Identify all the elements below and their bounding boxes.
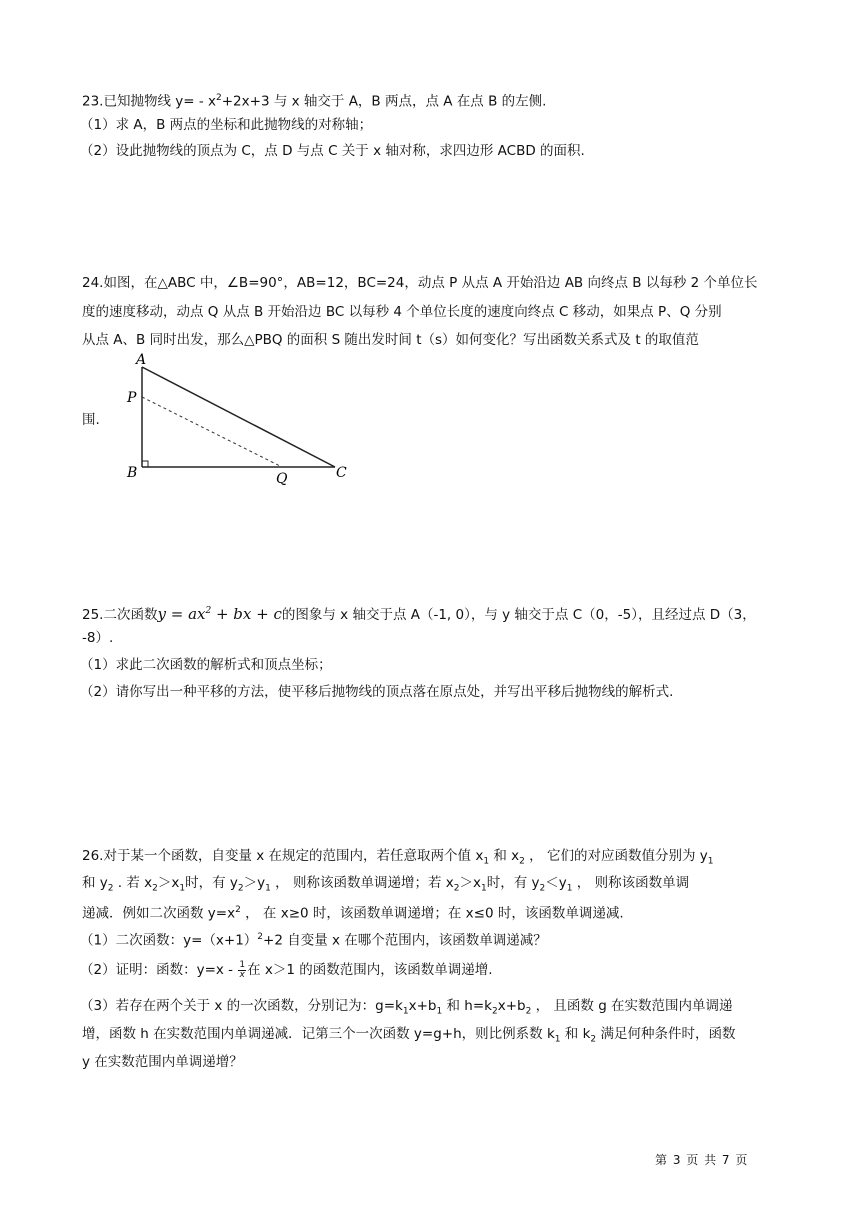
q24-line-4: 围. (82, 412, 100, 428)
q23-part1: （1）求 A，B 两点的坐标和此抛物线的对称轴； (80, 117, 373, 133)
q26-line-3: 递减．例如二次函数 $y=x^2$ ， 在 x≥0 时，该函数单调递增；在 x≤0 时，该函数单调递减. (82, 905, 624, 922)
label-c: C (336, 465, 347, 481)
q26-line-1: 26.对于某一个函数，自变量 x 在规定的范围内，若任意取两个值 $x_1$ 和 $x_2$ ， 它们的对应函数值分别为 $y_1$ (82, 848, 714, 867)
q26-part3-line-2: 增，函数 h 在实数范围内单调递减．记第三个一次函数 y=g+h，则比例系数 $k_1$ 和 $k_2$ 满足何种条件时，函数 (82, 1026, 736, 1045)
label-q: Q (276, 471, 288, 487)
q25-part2: （2）请你写出一种平移的方法，使平移后抛物线的顶点落在原点处，并写出平移后抛物线的解析式. (80, 684, 674, 700)
q25-line-2: -8）. (82, 630, 114, 646)
label-b: B (127, 465, 138, 481)
segment-pq (142, 397, 282, 467)
q23-stem: 23.已知抛物线 y= ‐ $x^2+2x+3$ 与 x 轴交于 A，B 两点，点 A 在点 B 的左侧. (82, 93, 547, 110)
triangle-figure (122, 350, 352, 490)
q23-part2: （2）设此抛物线的顶点为 C，点 D 与点 C 关于 x 轴对称，求四边形 ACBD 的面积. (80, 143, 585, 159)
q26-part1: （1）二次函数：$y=(x+1)^2+2$ 自变量 x 在哪个范围内，该函数单调递减？ (80, 932, 547, 949)
q24-line-3: 从点 A、B 同时出发，那么△PBQ 的面积 S 随出发时间 t（s）如何变化？写出函数关系式及 t 的取值范 (82, 332, 699, 348)
side-ac (142, 367, 335, 467)
quadratic-formula: $y = ax^2$ + bx + c (157, 605, 282, 623)
page-number-footer: 第 3 页 共 7 页 (655, 1153, 749, 1167)
label-p: P (127, 390, 137, 406)
q26-part3-line-1: （3）若存在两个关于 x 的一次函数，分别记为：$g=k_1x+b_1$ 和 $h=k_2x+b_2$ ， 且函数 g 在实数范围内单调递 (80, 998, 733, 1017)
q26-part3-line-3: y 在实数范围内单调递增？ (82, 1054, 243, 1070)
q24-line-1: 24.如图，在△ABC 中，∠B=90°，AB=12，BC=24，动点 P 从点 A 开始沿边 AB 向终点 B 以每秒 2 个单位长 (82, 275, 758, 291)
q25-part1: （1）求此二次函数的解析式和顶点坐标； (80, 657, 332, 673)
q25-stem: 25.二次函数$y = ax^2$ + bx + c的图象与 x 轴交于点 A（-1, 0），与 y 轴交于点 C（0，-5），且经过点 D（3， (82, 605, 756, 623)
q26-part2: （2）证明：函数：y=x - $\frac{1}{x}$ 在 x＞1 的函数范围内，该函数单调递增. (80, 959, 493, 980)
fraction-1-over-x: $\frac{1}{x}$ (239, 959, 246, 980)
label-a: A (136, 352, 147, 368)
q26-line-2: 和 $y_2$ . 若 $x_2>x_1$时，有 $y_2>y_1$ ， 则称该函数单调递增；若 $x_2>x_1$时，有 $y_2<y_1$ ， 则称该函数单调 (82, 875, 690, 894)
right-angle-mark (142, 461, 148, 467)
q24-line-2: 度的速度移动，动点 Q 从点 B 开始沿边 BC 以每秒 4 个单位长度的速度向终点 C 移动，如果点 P、Q 分别 (82, 304, 722, 320)
